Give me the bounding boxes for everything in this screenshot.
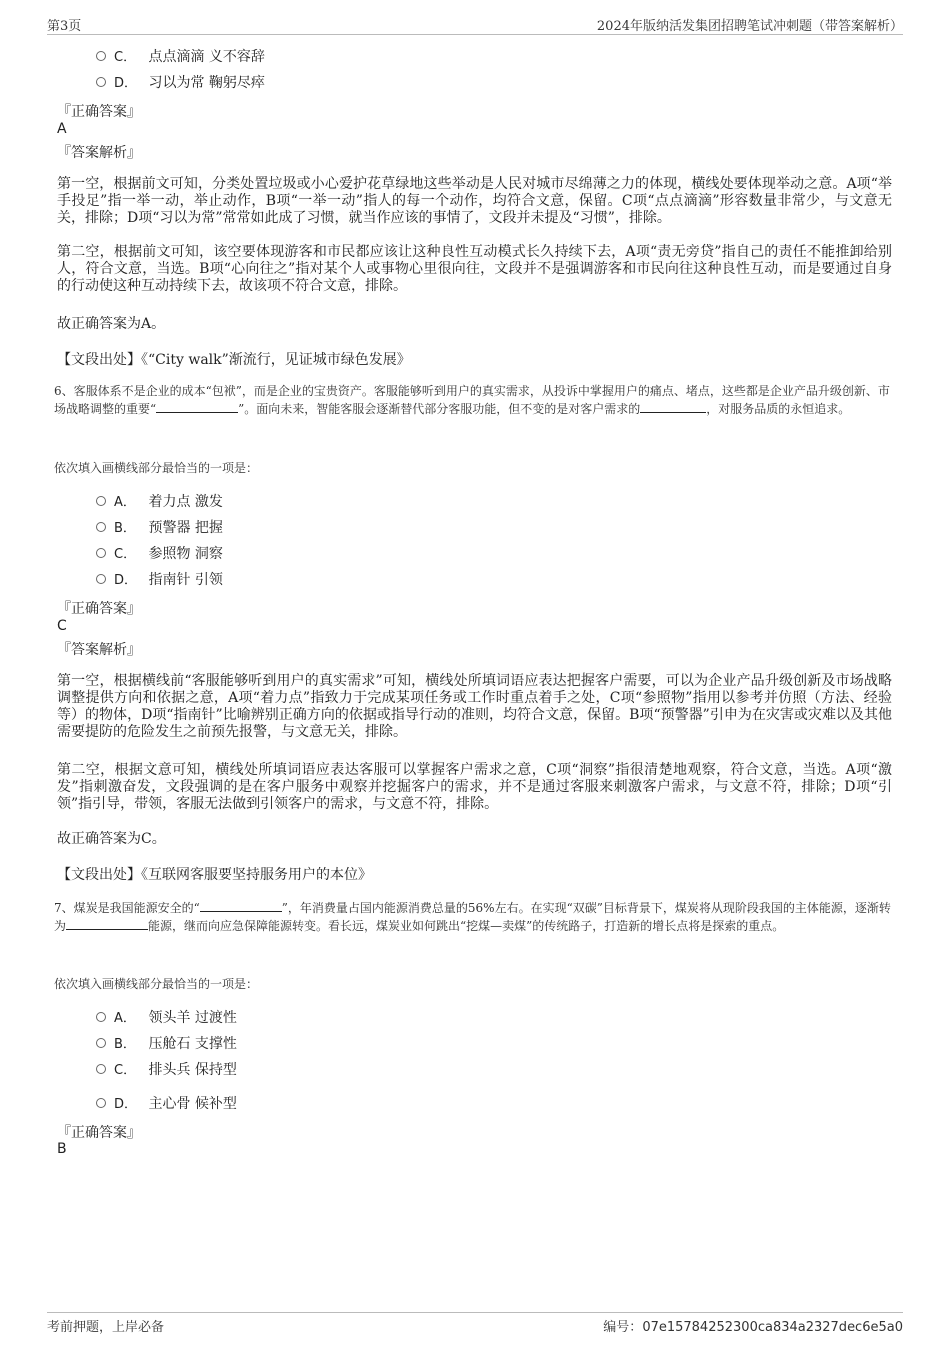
answer-tag: 『正确答案』 [57,1125,141,1141]
answer-value: B [57,1141,67,1157]
footer-slogan: 考前押题，上岸必备 [47,1320,165,1335]
analysis-paragraph: 第二空，根据文意可知，横线处所填词语应表达客服可以掌握客户需求之意，C项“洞察”指很清楚地观察，符合文意，当选。A项“激发”指刺激奋发，文段强调的是在客户服务中观察并挖掘客户的需求，并不是通过客服来刺激客户需求，与文意不符，排除；D项“引领”指引导，带领，客服无法做到引领客户的需求，与文意不符，排除。 [57,762,892,812]
q7-option-d[interactable]: D． 主心骨 候补型 [96,1095,237,1113]
q6-option-c[interactable]: C． 参照物 洞察 [96,545,223,563]
answer-value: A [57,121,67,137]
answer-tag: 『正确答案』 [57,601,141,617]
source-citation: 【文段出处】《互联网客服要坚持服务用户的本位》 [57,867,372,883]
fill-blank [200,899,282,912]
radio-icon[interactable] [96,496,106,506]
answer-value: C [57,618,67,634]
fill-blank [66,917,148,930]
analysis-tag: 『答案解析』 [57,145,141,161]
answer-tag: 『正确答案』 [57,104,141,120]
document-title: 2024年版纳活发集团招聘笔试冲刺题（带答案解析） [596,19,903,34]
question-prompt: 依次填入画横线部分最恰当的一项是： [54,977,259,991]
q6-option-d[interactable]: D． 指南针 引领 [96,571,223,589]
analysis-paragraph: 第二空，根据前文可知，该空要体现游客和市民都应该让这种良性互动模式长久持续下去，A项“责无旁贷”指自己的责任不能推卸给别人，符合文意，当选。B项“心向往之”指对某个人或事物心里很向往，文段并不是强调游客和市民向往这种良性互动，而是要通过自身的行动使这种互动持续下去，故该项不符合文意，排除。 [57,244,892,294]
page-footer [47,1312,903,1337]
radio-icon[interactable] [96,1098,106,1108]
analysis-conclusion: 故正确答案为A。 [57,316,166,332]
fill-blank [156,400,238,413]
page-header [47,14,903,35]
q7-option-a[interactable]: A． 领头羊 过渡性 [96,1009,237,1027]
fill-blank [640,400,706,413]
analysis-tag: 『答案解析』 [57,642,141,658]
q5-option-c[interactable]: C． 点点滴滴 义不容辞 [96,48,265,66]
analysis-paragraph: 第一空，根据横线前“客服能够听到用户的真实需求”可知，横线处所填词语应表达把握客户需要，可以为企业产品升级创新及市场战略调整提供方向和依据之意，A项“着力点”指致力于完成某项任务或工作时重点着手之处，C项“参照物”指用以参考并仿照（方法、经验等）的物体，D项“指南针”比喻辨别正确方向的依据或指导行动的准则，均符合文意，保留。B项“预警器”引申为在灾害或灾难以及其他需要提防的危险发生之前预先报警，与文意无关，排除。 [57,673,892,740]
analysis-conclusion: 故正确答案为C。 [57,831,166,847]
radio-icon[interactable] [96,1038,106,1048]
radio-icon[interactable] [96,574,106,584]
radio-icon[interactable] [96,522,106,532]
q5-option-d[interactable]: D． 习以为常 鞠躬尽瘁 [96,74,265,92]
radio-icon[interactable] [96,1064,106,1074]
question-prompt: 依次填入画横线部分最恰当的一项是： [54,461,259,475]
q7-option-b[interactable]: B． 压舱石 支撑性 [96,1035,237,1053]
radio-icon[interactable] [96,1012,106,1022]
question-stem-6: 6、客服体系不是企业的成本“包袱”，而是企业的宝贵资产。客服能够听到用户的真实需求，从投诉中掌握用户的痛点、堵点，这些都是企业产品升级创新、市场战略调整的重要“ ”。面向未来，智能客服会逐渐替代部分客服功能，但不变的是对客户需求的 ，对服务品质的永恒追求。 [54,384,890,416]
q7-option-c[interactable]: C． 排头兵 保持型 [96,1061,237,1079]
radio-icon[interactable] [96,51,106,61]
page-number: 第3页 [47,19,82,34]
q6-option-b[interactable]: B． 预警器 把握 [96,519,223,537]
source-citation: 【文段出处】《“City walk”渐流行，见证城市绿色发展》 [57,352,411,368]
q6-option-a[interactable]: A． 着力点 激发 [96,493,223,511]
radio-icon[interactable] [96,548,106,558]
question-stem-7: 7、煤炭是我国能源安全的“ ”，年消费量占国内能源消费总量的56%左右。在实现“双碳”目标背景下，煤炭将从现阶段我国的主体能源，逐渐转为 能源，继而向应急保障能源转变。看长远，煤炭业如何跳出“挖煤—卖煤”的传统路子，打造新的增长点将是探索的重点。 [54,901,891,933]
document-code: 编号：07e15784252300ca834a2327dec6e5a0 [603,1320,903,1335]
radio-icon[interactable] [96,77,106,87]
analysis-paragraph: 第一空，根据前文可知，分类处置垃圾或小心爱护花草绿地这些举动是人民对城市尽绵薄之力的体现，横线处要体现举动之意。A项“举手投足”指一举一动，举止动作，B项“一举一动”指人的每一个动作，均符合文意，保留。C项“点点滴滴”形容数量非常少，与文意无关，排除；D项“习以为常”常常如此成了习惯，就当作应该的事情了，文段并未提及“习惯”，排除。 [57,176,892,226]
